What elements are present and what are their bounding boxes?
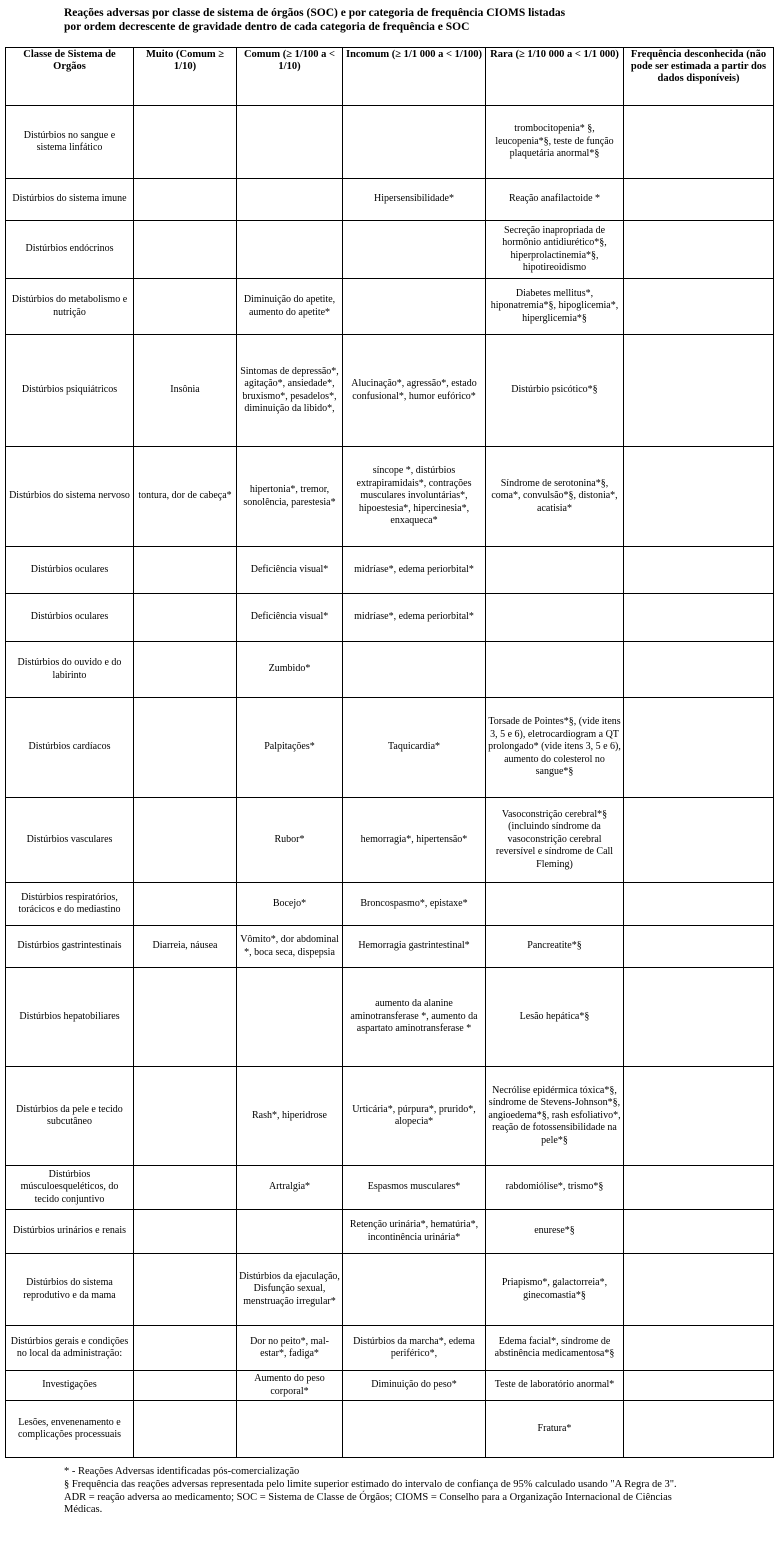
table-cell	[624, 968, 774, 1067]
table-cell: Pancreatite*§	[486, 926, 624, 968]
table-cell: Vômito*, dor abdominal *, boca seca, dispepsia	[237, 926, 343, 968]
table-cell	[624, 547, 774, 594]
table-cell	[134, 698, 237, 798]
table-cell	[134, 1254, 237, 1326]
column-header: Classe de Sistema de Orgãos	[6, 48, 134, 106]
table-cell: Distúrbios psiquiátricos	[6, 335, 134, 447]
table-cell	[624, 798, 774, 883]
table-cell: Urticária*, púrpura*, prurido*, alopecia*	[343, 1067, 486, 1166]
table-cell: Retenção urinária*, hematúria*, incontinência urinária*	[343, 1210, 486, 1254]
column-header: Incomum (≥ 1/1 000 a < 1/100)	[343, 48, 486, 106]
table-row	[6, 1067, 774, 1166]
table-cell: Torsade de Pointes*§, (vide itens 3, 5 e 6), eletrocardiogram a QT prolongado* (vide itens 3, 5 e 6), aumento do colesterol no sangue*§	[486, 698, 624, 798]
table-cell	[624, 221, 774, 279]
table-cell	[134, 1166, 237, 1210]
table-cell: Diarreia, náusea	[134, 926, 237, 968]
table-cell: Edema facial*, síndrome de abstinência medicamentosa*§	[486, 1326, 624, 1371]
table-row	[6, 221, 774, 279]
table-cell	[134, 279, 237, 335]
table-row	[6, 642, 774, 698]
table-cell	[343, 642, 486, 698]
table-cell: Artralgia*	[237, 1166, 343, 1210]
table-cell	[343, 1254, 486, 1326]
footnote: § Frequência das reações adversas representada pelo limite superior estimado do intervalo de confiança de 95% calculado usando "A Regra de 3".	[64, 1478, 677, 1490]
table-cell: Distúrbios endócrinos	[6, 221, 134, 279]
table-cell	[237, 968, 343, 1067]
table-cell: Distúrbios da pele e tecido subcutâneo	[6, 1067, 134, 1166]
table-cell: Priapismo*, galactorreia*, ginecomastia*§	[486, 1254, 624, 1326]
table-cell	[624, 642, 774, 698]
table-row	[6, 883, 774, 926]
table-row	[6, 798, 774, 883]
title-line: por ordem decrescente de gravidade dentro de cada categoria de frequência e SOC	[64, 21, 470, 33]
table-row	[6, 1166, 774, 1210]
table-cell: tontura, dor de cabeça*	[134, 447, 237, 547]
table-cell	[624, 279, 774, 335]
table-cell	[237, 1210, 343, 1254]
table-cell: Rash*, hiperidrose	[237, 1067, 343, 1166]
table-cell: Aumento do peso corporal*	[237, 1371, 343, 1401]
table-cell: Lesões, envenenamento e complicações processuais	[6, 1401, 134, 1458]
table-cell: hemorragia*, hipertensão*	[343, 798, 486, 883]
table-cell: Hipersensibilidade*	[343, 179, 486, 221]
adverse-reactions-table	[5, 47, 774, 1458]
table-cell	[237, 221, 343, 279]
table-cell: enurese*§	[486, 1210, 624, 1254]
table-cell: Distúrbios do metabolismo e nutrição	[6, 279, 134, 335]
table-cell: Distúrbio psicótico*§	[486, 335, 624, 447]
table-cell	[486, 883, 624, 926]
table-row	[6, 547, 774, 594]
table-row	[6, 1401, 774, 1458]
table-cell: Dor no peito*, mal-estar*, fadiga*	[237, 1326, 343, 1371]
table-cell: Diminuição do apetite, aumento do apetite*	[237, 279, 343, 335]
table-cell: Distúrbios oculares	[6, 594, 134, 642]
table-cell	[134, 221, 237, 279]
table-row	[6, 1254, 774, 1326]
table-cell	[134, 106, 237, 179]
table-cell: Distúrbios gastrintestinais	[6, 926, 134, 968]
column-header: Frequência desconhecida (não pode ser estimada a partir dos dados disponíveis)	[624, 48, 774, 106]
table-cell: midríase*, edema periorbital*	[343, 594, 486, 642]
table-row	[6, 1210, 774, 1254]
table-cell	[486, 642, 624, 698]
footnote: ADR = reação adversa ao medicamento; SOC = Sistema de Classe de Órgãos; CIOMS = Conselho para a Organização Internacional de Ciências Médicas.	[64, 1491, 672, 1516]
column-header: Comum (≥ 1/100 a < 1/10)	[237, 48, 343, 106]
table-row	[6, 279, 774, 335]
table-row	[6, 698, 774, 798]
table-row	[6, 447, 774, 547]
table-cell	[624, 1254, 774, 1326]
table-cell	[134, 1326, 237, 1371]
table-cell	[624, 447, 774, 547]
table-cell	[134, 547, 237, 594]
table-cell: Sintomas de depressão*, agitação*, ansiedade*, bruxismo*, pesadelos*, diminuição da libido*,	[237, 335, 343, 447]
table-cell: Espasmos musculares*	[343, 1166, 486, 1210]
table-cell: Necrólise epidérmica tóxica*§, síndrome de Stevens-Johnson*§, angioedema*§, rash esfoliativo*, reação de fotossensibilidade na pele*§	[486, 1067, 624, 1166]
table-cell: Reação anafilactoide *	[486, 179, 624, 221]
table-cell: Teste de laboratório anormal*	[486, 1371, 624, 1401]
table-cell: Alucinação*, agressão*, estado confusional*, humor eufórico*	[343, 335, 486, 447]
footnote: * - Reações Adversas identificadas pós-comercialização	[64, 1466, 300, 1477]
table-cell: Distúrbios do sistema imune	[6, 179, 134, 221]
table-row	[6, 926, 774, 968]
table-row	[6, 1326, 774, 1371]
table-cell	[237, 106, 343, 179]
table-cell	[624, 883, 774, 926]
table-cell: Distúrbios do sistema nervoso	[6, 447, 134, 547]
table-cell: Vasoconstrição cerebral*§ (incluindo síndrome da vasoconstrição cerebral reversível e síndrome de Call Fleming)	[486, 798, 624, 883]
table-cell: Distúrbios da marcha*, edema periférico*,	[343, 1326, 486, 1371]
table-cell	[237, 179, 343, 221]
table-cell	[624, 335, 774, 447]
table-cell: Distúrbios vasculares	[6, 798, 134, 883]
table-cell: Síndrome de serotonina*§, coma*, convulsão*§, distonia*, acatisia*	[486, 447, 624, 547]
table-cell: Fratura*	[486, 1401, 624, 1458]
table-cell	[134, 1401, 237, 1458]
table-cell	[134, 1067, 237, 1166]
table-cell: Bocejo*	[237, 883, 343, 926]
table-cell	[624, 1210, 774, 1254]
table-cell: Distúrbios urinários e renais	[6, 1210, 134, 1254]
table-cell: Distúrbios da ejaculação, Disfunção sexual, menstruação irregular*	[237, 1254, 343, 1326]
table-cell	[134, 1371, 237, 1401]
table-cell: Insônia	[134, 335, 237, 447]
table-cell	[624, 1067, 774, 1166]
table-cell	[486, 547, 624, 594]
column-header: Rara (≥ 1/10 000 a < 1/1 000)	[486, 48, 624, 106]
table-cell: Deficiência visual*	[237, 594, 343, 642]
table-cell	[624, 106, 774, 179]
table-cell: midríase*, edema periorbital*	[343, 547, 486, 594]
table-cell	[134, 642, 237, 698]
table-cell	[134, 1210, 237, 1254]
table-cell	[624, 594, 774, 642]
table-cell: Deficiência visual*	[237, 547, 343, 594]
title-line: Reações adversas por classe de sistema de órgãos (SOC) e por categoria de frequência CIOMS listadas	[64, 7, 566, 19]
table-cell: Diabetes mellitus*, hiponatremia*§, hipoglicemia*, hiperglicemia*§	[486, 279, 624, 335]
table-cell: Palpitações*	[237, 698, 343, 798]
table-cell: Taquicardia*	[343, 698, 486, 798]
table-cell	[624, 698, 774, 798]
table-cell	[624, 1371, 774, 1401]
table-cell	[624, 1326, 774, 1371]
table-cell	[343, 106, 486, 179]
column-header: Muito (Comum ≥ 1/10)	[134, 48, 237, 106]
table-cell: Distúrbios no sangue e sistema linfático	[6, 106, 134, 179]
table-cell	[134, 798, 237, 883]
table-cell: Distúrbios cardíacos	[6, 698, 134, 798]
table-cell: Distúrbios músculoesqueléticos, do tecido conjuntivo	[6, 1166, 134, 1210]
table-cell: Zumbido*	[237, 642, 343, 698]
table-cell	[134, 883, 237, 926]
table-cell: Hemorragia gastrintestinal*	[343, 926, 486, 968]
table-cell: Diminuição do peso*	[343, 1371, 486, 1401]
table-cell: trombocitopenia* §, leucopenia*§, teste de função plaquetária anormal*§	[486, 106, 624, 179]
table-cell	[486, 594, 624, 642]
table-cell: Distúrbios do sistema reprodutivo e da mama	[6, 1254, 134, 1326]
table-cell	[624, 1166, 774, 1210]
table-row	[6, 335, 774, 447]
table-cell	[624, 179, 774, 221]
table-cell	[624, 926, 774, 968]
header-row	[6, 48, 774, 106]
table-row	[6, 968, 774, 1067]
table-row	[6, 179, 774, 221]
footnotes	[64, 1466, 684, 1517]
table-cell	[343, 221, 486, 279]
table-cell: Distúrbios do ouvido e do labirinto	[6, 642, 134, 698]
table-cell: Distúrbios oculares	[6, 547, 134, 594]
table-cell: Investigações	[6, 1371, 134, 1401]
table-cell: Broncospasmo*, epistaxe*	[343, 883, 486, 926]
table-row	[6, 106, 774, 179]
table-cell	[134, 179, 237, 221]
table-title	[64, 6, 764, 34]
table-cell	[134, 968, 237, 1067]
table-cell: Distúrbios gerais e condições no local da administração:	[6, 1326, 134, 1371]
table-cell: síncope *, distúrbios extrapiramidais*, contrações musculares involuntárias*, hipoestesia*, hipercinesia*, enxaqueca*	[343, 447, 486, 547]
table-cell: aumento da alanine aminotransferase *, aumento da aspartato aminotransferase *	[343, 968, 486, 1067]
table-cell	[134, 594, 237, 642]
table-cell	[343, 1401, 486, 1458]
table-cell: rabdomiólise*, trismo*§	[486, 1166, 624, 1210]
table-cell	[343, 279, 486, 335]
table-cell: Distúrbios respiratórios, torácicos e do mediastino	[6, 883, 134, 926]
table-cell: hipertonia*, tremor, sonolência, parestesia*	[237, 447, 343, 547]
table-cell: Distúrbios hepatobiliares	[6, 968, 134, 1067]
table-cell	[624, 1401, 774, 1458]
table-cell: Secreção inapropriada de hormônio antidiurético*§, hiperprolactinemia*§, hipotireoidismo	[486, 221, 624, 279]
table-row	[6, 1371, 774, 1401]
table-cell: Lesão hepática*§	[486, 968, 624, 1067]
table-row	[6, 594, 774, 642]
table-cell: Rubor*	[237, 798, 343, 883]
table-cell	[237, 1401, 343, 1458]
